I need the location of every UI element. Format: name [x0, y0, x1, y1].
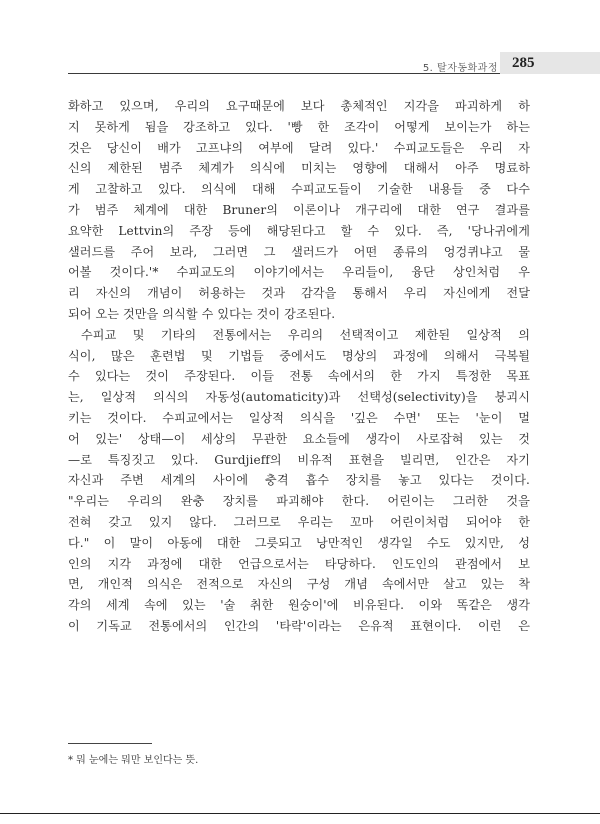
text-line: 어 있는' 상태—이 세상의 무관한 요소들에 생각이 사로잡혀 있는 것: [68, 431, 530, 446]
text-line: 전혀 갖고 있지 않다. 그러므로 우리는 꼬마 어린이처럼 되어야 한: [68, 514, 530, 529]
page-number: 285: [512, 55, 535, 71]
text-line: 샐러드를 주어 보라, 그러면 그 샐러드가 어떤 종류의 엉겅퀴냐고 물: [68, 244, 530, 259]
text-line: 되어 오는 것만을 의식할 수 있다는 것이 강조된다.: [68, 306, 336, 321]
text-line: 화하고 있으며, 우리의 요구때문에 보다 총체적인 지각을 파괴하게 하: [68, 99, 530, 113]
text-line: 식이, 많은 훈련법 및 기법들 중에서도 명상의 과정에 의해서 극복될: [68, 348, 530, 363]
footnote-rule: [68, 743, 152, 744]
text-line: 이 기독교 전통에서의 인간의 '타락'이라는 은유적 표현이다. 이런 은: [68, 618, 530, 633]
text-line: 는, 일상적 의식의 자동성(automaticity)과 선택성(selectivity)을 붕괴시: [68, 390, 530, 405]
footer-rule: [0, 813, 600, 814]
text-line: 가 범주 체계에 대한 Bruner의 이론이나 개구리에 대한 연구 결과를: [68, 202, 530, 217]
text-line: 게 고찰하고 있다. 의식에 대해 수피교도들이 기술한 내용들 중 다수: [68, 182, 530, 197]
text-line: 신의 제한된 범주 체계가 의식에 미치는 영향에 대해서 아주 명료하: [68, 161, 530, 176]
text-line: 수피교 및 기타의 전통에서는 우리의 선택적이고 제한된 일상적 의: [81, 327, 530, 342]
text-line: 어볼 것이다.'* 수피교도의 이야기에서는 우리들이, 융단 상인처럼 우: [68, 265, 530, 280]
running-head: 5. 탈자동화과정: [422, 63, 498, 74]
body-text: [68, 96, 530, 637]
footnote: * 뭐 눈에는 뭐만 보인다는 뜻.: [68, 755, 199, 766]
text-line: "우리는 우리의 완충 장치를 파괴해야 한다. 어린이는 그러한 것을: [68, 494, 530, 509]
text-line: 것은 당신이 배가 고프냐의 여부에 달려 있다.' 수피교도들은 우리 자: [68, 140, 530, 155]
text-line: 다." 이 말이 아동에 대한 그릇되고 낭만적인 생각일 수도 있지만, 성: [68, 535, 530, 550]
text-line: —로 특징짓고 있다. Gurdjieff의 비유적 표현을 빌리면, 인간은 자기: [68, 452, 530, 467]
text-line: 각의 세계 속에 있는 '술 취한 원숭이'에 비유된다. 이와 똑같은 생각: [68, 598, 530, 613]
text-line: 키는 것이다. 수피교에서는 일상적 의식을 '깊은 수면' 또는 '눈이 멀: [68, 410, 530, 425]
text-line: 자신과 주변 세계의 사이에 충격 흡수 장치를 놓고 있다는 것이다.: [68, 473, 530, 488]
text-line: 요약한 Lettvin의 주장 등에 해당된다고 할 수 있다. 즉, '당나귀에게: [68, 223, 530, 238]
text-line: 인의 지각 과정에 대한 언급으로서는 타당하다. 인도인의 관점에서 보: [68, 556, 530, 571]
text-line: 면, 개인적 의식은 전적으로 자신의 구성 개념 속에서만 살고 있는 착: [68, 577, 530, 592]
text-line: 수 있다는 것이 주장된다. 이들 전통 속에서의 한 가지 특정한 목표: [68, 369, 530, 384]
paragraph-2: [68, 325, 530, 637]
text-line: 지 못하게 됨을 강조하고 있다. '빵 한 조각이 어떻게 보이는가 하는: [68, 119, 530, 134]
text-line: 리 자신의 개념이 허용하는 것과 감각을 통해서 우리 자신에게 전달: [68, 286, 530, 301]
paragraph-1: [68, 96, 530, 325]
